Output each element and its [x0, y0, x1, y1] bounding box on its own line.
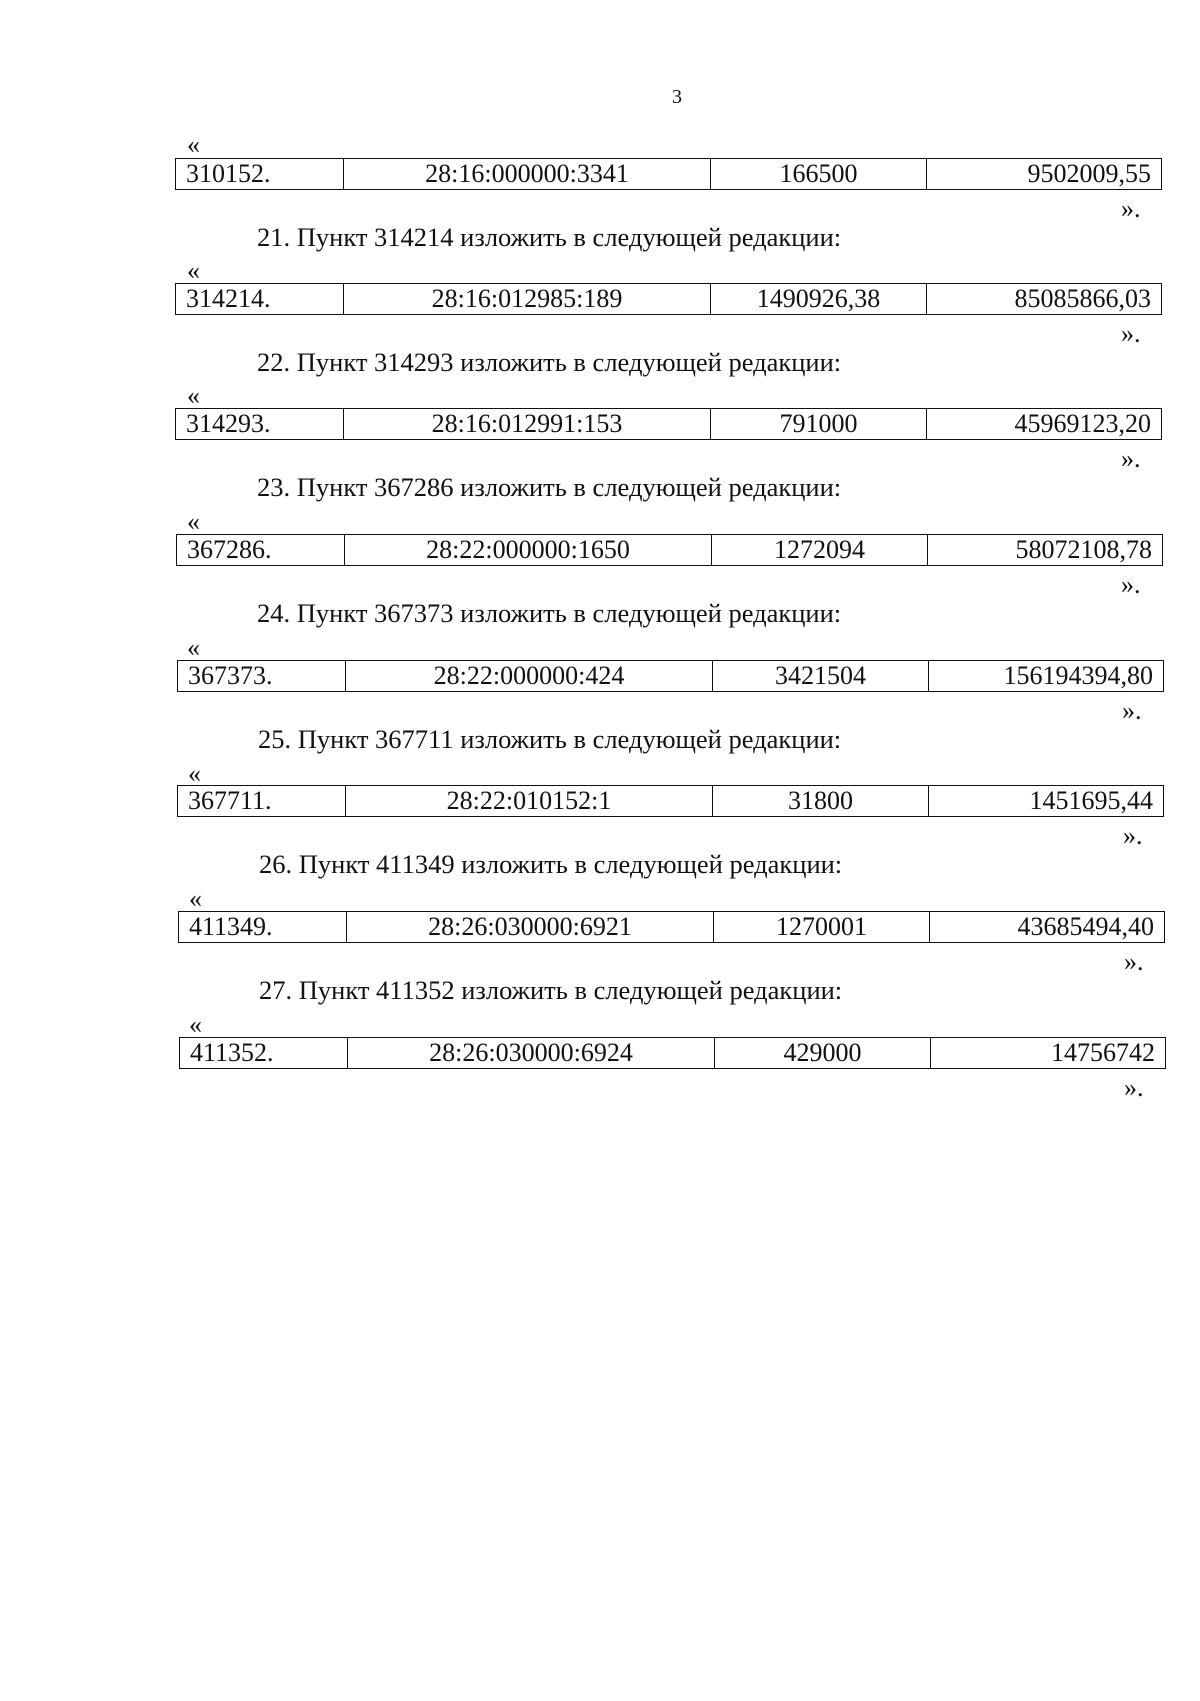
amendment-instruction: 22. Пункт 314293 изложить в следующей редакции:	[257, 347, 842, 377]
item-number-cell: 411352.	[180, 1038, 348, 1069]
cadastral-number-cell: 28:16:012991:153	[344, 409, 711, 440]
amendment-instruction: 26. Пункт 411349 изложить в следующей редакции:	[259, 849, 843, 879]
area-cell: 166500	[711, 159, 927, 190]
cadastral-number-cell: 28:22:000000:424	[346, 661, 713, 692]
value-cell: 45969123,20	[927, 409, 1162, 440]
open-quote: «	[187, 256, 200, 285]
value-cell: 85085866,03	[927, 284, 1162, 315]
table-row	[178, 661, 1164, 692]
amendment-instruction: 25. Пункт 367711 изложить в следующей редакции:	[258, 724, 842, 754]
close-quote: ».	[1122, 696, 1142, 725]
cadastral-number-cell: 28:16:012985:189	[344, 284, 711, 315]
table-row	[180, 1038, 1166, 1069]
table-row	[176, 159, 1162, 190]
amendment-instruction: 27. Пункт 411352 изложить в следующей редакции:	[259, 975, 843, 1005]
value-cell: 58072108,78	[928, 535, 1163, 566]
amendment-table	[175, 158, 1162, 190]
cadastral-number-cell: 28:22:000000:1650	[345, 535, 712, 566]
amendment-table	[177, 785, 1164, 817]
amendment-instruction: 24. Пункт 367373 изложить в следующей редакции:	[257, 598, 842, 628]
value-cell: 9502009,55	[927, 159, 1162, 190]
amendment-instruction: 21. Пункт 314214 изложить в следующей редакции:	[257, 222, 842, 252]
amendment-instruction: 23. Пункт 367286 изложить в следующей редакции:	[257, 472, 842, 502]
value-cell: 14756742	[931, 1038, 1166, 1069]
item-number-cell: 314214.	[176, 284, 344, 315]
item-number-cell: 310152.	[176, 159, 344, 190]
open-quote: «	[187, 633, 200, 662]
value-cell: 43685494,40	[930, 912, 1165, 943]
value-cell: 1451695,44	[929, 786, 1164, 817]
item-number-cell: 314293.	[176, 409, 344, 440]
close-quote: ».	[1121, 570, 1141, 599]
cadastral-number-cell: 28:26:030000:6921	[347, 912, 714, 943]
table-row	[176, 409, 1162, 440]
cadastral-number-cell: 28:26:030000:6924	[348, 1038, 715, 1069]
item-number-cell: 367711.	[178, 786, 346, 817]
open-quote: «	[188, 759, 201, 788]
open-quote: «	[187, 507, 200, 536]
item-number-cell: 367286.	[177, 535, 345, 566]
open-quote: «	[187, 130, 200, 159]
close-quote: ».	[1124, 1073, 1144, 1102]
area-cell: 31800	[713, 786, 929, 817]
area-cell: 791000	[711, 409, 927, 440]
open-quote: «	[187, 381, 200, 410]
area-cell: 429000	[715, 1038, 931, 1069]
area-cell: 1270001	[714, 912, 930, 943]
amendment-table	[177, 660, 1164, 692]
table-row	[178, 786, 1164, 817]
cadastral-number-cell: 28:16:000000:3341	[344, 159, 711, 190]
amendment-table	[175, 283, 1162, 315]
area-cell: 1490926,38	[711, 284, 927, 315]
open-quote: «	[189, 1010, 202, 1039]
item-number-cell: 367373.	[178, 661, 346, 692]
amendment-table	[176, 534, 1163, 566]
page-number: 3	[672, 86, 682, 108]
close-quote: ».	[1121, 444, 1141, 473]
table-row	[177, 535, 1163, 566]
value-cell: 156194394,80	[929, 661, 1164, 692]
amendment-table	[175, 408, 1162, 440]
table-row	[179, 912, 1165, 943]
table-row	[176, 284, 1162, 315]
item-number-cell: 411349.	[179, 912, 347, 943]
close-quote: ».	[1123, 821, 1143, 850]
amendment-table	[178, 911, 1165, 943]
close-quote: ».	[1121, 194, 1141, 223]
area-cell: 3421504	[713, 661, 929, 692]
close-quote: ».	[1121, 319, 1141, 348]
close-quote: ».	[1124, 947, 1144, 976]
open-quote: «	[189, 884, 202, 913]
amendment-table	[179, 1037, 1166, 1069]
cadastral-number-cell: 28:22:010152:1	[346, 786, 713, 817]
area-cell: 1272094	[712, 535, 928, 566]
